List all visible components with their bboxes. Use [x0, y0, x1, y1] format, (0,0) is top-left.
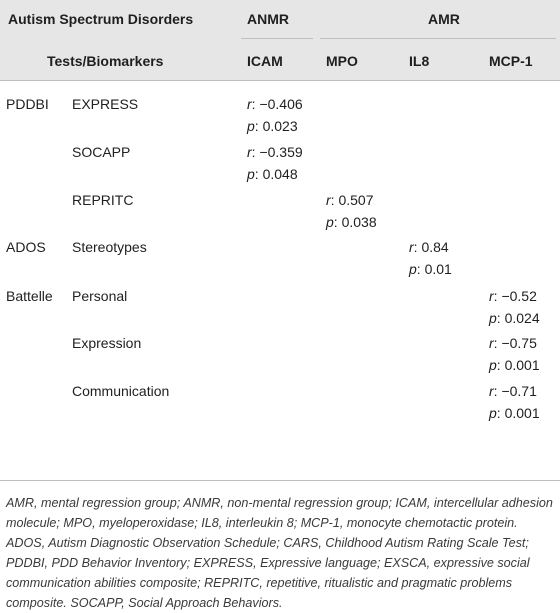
p-value: 0.023	[262, 118, 298, 134]
test-label-communication: Communication	[72, 383, 170, 399]
r-value: 0.507	[338, 192, 374, 208]
r-value: −0.75	[501, 335, 537, 351]
test-label-express: EXPRESS	[72, 96, 139, 112]
p-value: 0.048	[262, 166, 298, 182]
r-value: −0.359	[259, 144, 303, 160]
p-symbol: p	[247, 166, 255, 182]
p-symbol: p	[489, 357, 497, 373]
test-label-socapp: SOCAPP	[72, 144, 131, 160]
r-symbol: r	[489, 288, 494, 304]
header-il8: IL8	[409, 53, 430, 69]
test-label-expression: Expression	[72, 335, 142, 351]
value-express-icam: r: −0.406 p: 0.023	[247, 96, 303, 134]
header-mpo: MPO	[326, 53, 358, 69]
r-symbol: r	[489, 335, 494, 351]
p-value: 0.024	[504, 310, 540, 326]
p-symbol: p	[409, 261, 417, 277]
table-footnote: AMR, mental regression group; ANMR, non-mental regression group; ICAM, intercellular adhesion molecule; MPO, myeloperoxidase; IL8, interleukin 8; MCP-1, monocyte chemotactic protein. ADOS, Autism Diagnostic Observation Schedule; CARS, Childhood Autism Rating Scale Test; PDDBI, PDD Behavior Inventory; EXPRESS, Expressive language; EXSCA, expressive social communication abilities composite; REPRITC, repetitive, ritualistic and pragmatic problems composite. SOCAPP, Social Approach Behaviors.	[6, 496, 553, 610]
header-tests: Tests/Biomarkers	[47, 53, 164, 69]
header-rule-amr	[320, 38, 556, 39]
group-label-battelle: Battelle	[6, 288, 53, 304]
header-anmr: ANMR	[247, 11, 289, 27]
test-label-stereotypes: Stereotypes	[72, 239, 147, 255]
r-value: −0.71	[501, 383, 537, 399]
group-label-ados: ADOS	[6, 239, 46, 255]
group-label-pddbi: PDDBI	[6, 96, 49, 112]
header-bottom-rule	[0, 80, 560, 81]
p-value: 0.038	[341, 214, 377, 230]
r-value: 0.84	[421, 239, 449, 255]
p-value: 0.001	[504, 405, 540, 421]
r-symbol: r	[409, 239, 414, 255]
test-label-repritc: REPRITC	[72, 192, 134, 208]
r-value: −0.52	[501, 288, 537, 304]
r-symbol: r	[326, 192, 331, 208]
r-symbol: r	[247, 144, 252, 160]
value-socapp-icam: r: −0.359 p: 0.048	[247, 144, 303, 182]
header-group-title: Autism Spectrum Disorders	[8, 11, 194, 27]
header-rule-anmr	[241, 38, 313, 39]
p-value: 0.01	[424, 261, 452, 277]
p-value: 0.001	[504, 357, 540, 373]
table-bottom-rule	[0, 480, 560, 481]
value-communication-mcp1: r: −0.71 p: 0.001	[489, 383, 540, 421]
value-expression-mcp1: r: −0.75 p: 0.001	[489, 335, 540, 373]
header-icam: ICAM	[247, 53, 283, 69]
value-repritc-mpo: r: 0.507 p: 0.038	[326, 192, 377, 230]
header-mcp1: MCP-1	[489, 53, 533, 69]
r-symbol: r	[489, 383, 494, 399]
value-stereotypes-il8: r: 0.84 p: 0.01	[409, 239, 452, 277]
r-symbol: r	[247, 96, 252, 112]
p-symbol: p	[489, 405, 497, 421]
p-symbol: p	[489, 310, 497, 326]
header-amr: AMR	[428, 11, 460, 27]
p-symbol: p	[326, 214, 334, 230]
value-personal-mcp1: r: −0.52 p: 0.024	[489, 288, 540, 326]
r-value: −0.406	[259, 96, 303, 112]
test-label-personal: Personal	[72, 288, 128, 304]
p-symbol: p	[247, 118, 255, 134]
